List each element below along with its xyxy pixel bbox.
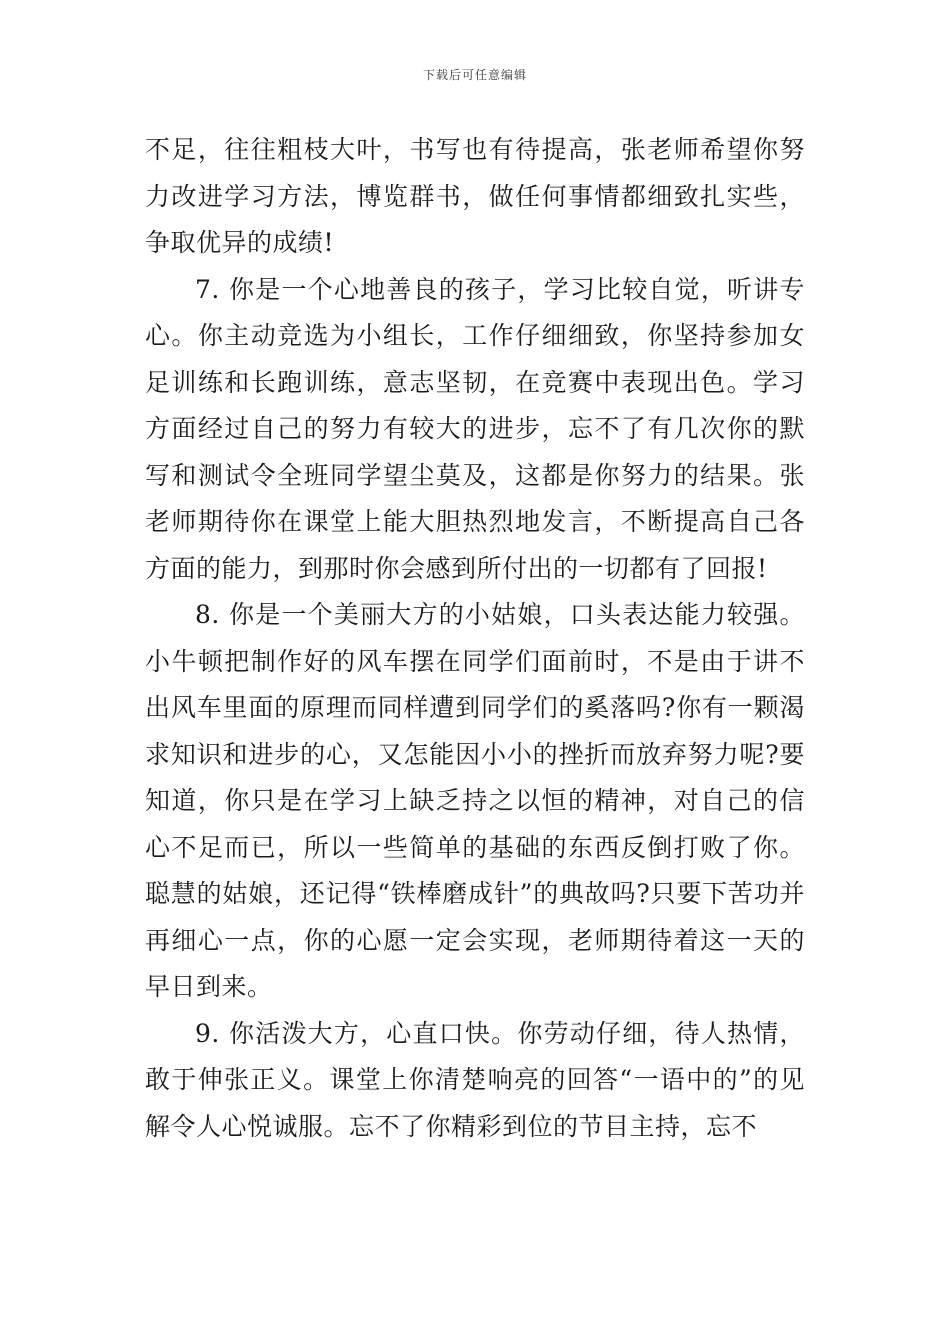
paragraph-item-9: 9. 你活泼大方，心直口快。你劳动仔细，待人热情，敢于伸张正义。课堂上你清楚响亮的回答“一语中的”的见解令人心悦诚服。忘不了你精彩到位的节目主持，忘不 xyxy=(145,1018,805,1141)
document-body xyxy=(145,127,805,1150)
paragraph-continuation: 不足，往往粗枝大叶，书写也有待提高，张老师希望你努力改进学习方法，博览群书，做任何事情都细致扎实些，争取优异的成绩! xyxy=(145,135,805,257)
page-header: 下载后可任意编辑 xyxy=(422,68,527,82)
paragraph-item-7: 7. 你是一个心地善良的孩子，学习比较自觉，听讲专心。你主动竞选为小组长，工作仔细细致，你坚持参加女足训练和长跑训练，意志坚韧，在竞赛中表现出色。学习方面经过自己的努力有较大的进步，忘不了有几次你的默写和测试令全班同学望尘莫及，这都是你努力的结果。张老师期待你在课堂上能大胆热烈地发言，不断提高自己各方面的能力，到那时你会感到所付出的一切都有了回报! xyxy=(145,274,805,583)
paragraph-item-8: 8. 你是一个美丽大方的小姑娘，口头表达能力较强。小牛顿把制作好的风车摆在同学们面前时，不是由于讲不出风车里面的原理而同样遭到同学们的奚落吗?你有一颗渴求知识和进步的心，又怎能因小小的挫折而放弃努力呢?要知道，你只是在学习上缺乏持之以恒的精神，对自己的信心不足而已，所以一些简单的基础的东西反倒打败了你。聪慧的姑娘，还记得“铁棒磨成针”的典故吗?只要下苦功并再细心一点，你的心愿一定会实现，老师期待着这一天的早日到来。 xyxy=(145,600,805,1001)
